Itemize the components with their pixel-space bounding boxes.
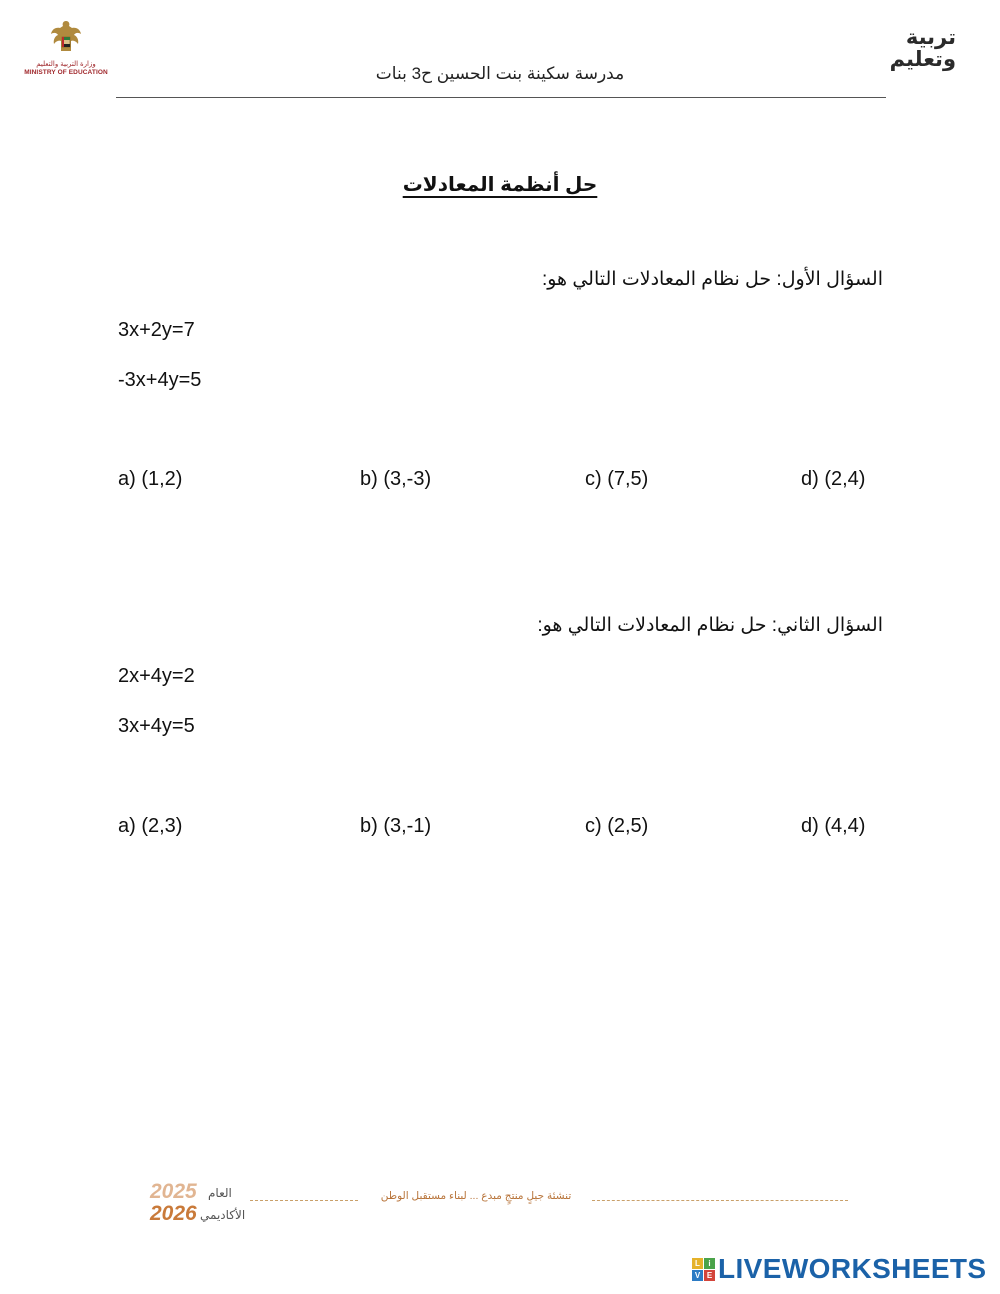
year-start: 2025 [150,1180,197,1203]
question-2-option-c[interactable]: c) (2,5) [585,815,649,837]
lw-icon-tile-2: i [704,1258,715,1269]
year-end: 2026 [150,1202,197,1225]
liveworksheets-icon [692,1258,715,1281]
question-1-option-b[interactable]: b) (3,-3) [360,468,432,490]
question-2-option-d[interactable]: d) (4,4) [801,815,866,837]
question-1-option-d[interactable]: d) (2,4) [801,468,866,490]
lw-icon-tile-1: L [692,1258,703,1269]
year-label-2: الأكاديمي [200,1208,246,1222]
header-divider [116,97,886,98]
question-1-equation-1: 3x+2y=7 [118,319,195,341]
brand-logo [886,26,956,70]
liveworksheets-logo[interactable] [692,1254,987,1284]
ministry-name-en: MINISTRY OF EDUCATION [24,69,108,76]
footer-divider-left [250,1200,358,1201]
question-2-equation-1: 2x+4y=2 [118,665,195,687]
footer-slogan: تنشئة جيلٍ منتجٍ مبدع ... لبناء مستقبل الوطن [380,1190,572,1202]
question-1-option-c[interactable]: c) (7,5) [585,468,649,490]
question-1-prompt: السؤال الأول: حل نظام المعادلات التالي هو: [541,269,883,290]
lw-icon-tile-3: V [692,1270,703,1281]
ministry-name-ar: وزارة التربية والتعليم [36,61,96,68]
falcon-emblem-icon [46,18,86,58]
brand-line-2: وتعليم [889,47,956,71]
ministry-logo [14,18,118,88]
liveworksheets-wordmark: LIVEWORKSHEETS [718,1253,987,1284]
question-2-option-a[interactable]: a) (2,3) [118,815,183,837]
question-2-option-b[interactable]: b) (3,-1) [360,815,432,837]
year-label-1: العام [208,1186,232,1200]
question-2-prompt: السؤال الثاني: حل نظام المعادلات التالي هو: [537,615,883,636]
brand-line-1: تربية [905,25,956,49]
footer-divider-right [592,1200,848,1201]
school-name: مدرسة سكينة بنت الحسين ح3 بنات [375,64,625,83]
question-1-option-a[interactable]: a) (1,2) [118,468,183,490]
lw-icon-tile-4: E [704,1270,715,1281]
question-2-equation-2: 3x+4y=5 [118,715,195,737]
question-1-equation-2: -3x+4y=5 [118,369,202,391]
academic-year-logo [126,1182,262,1228]
page-title: حل أنظمة المعادلات [402,174,598,196]
